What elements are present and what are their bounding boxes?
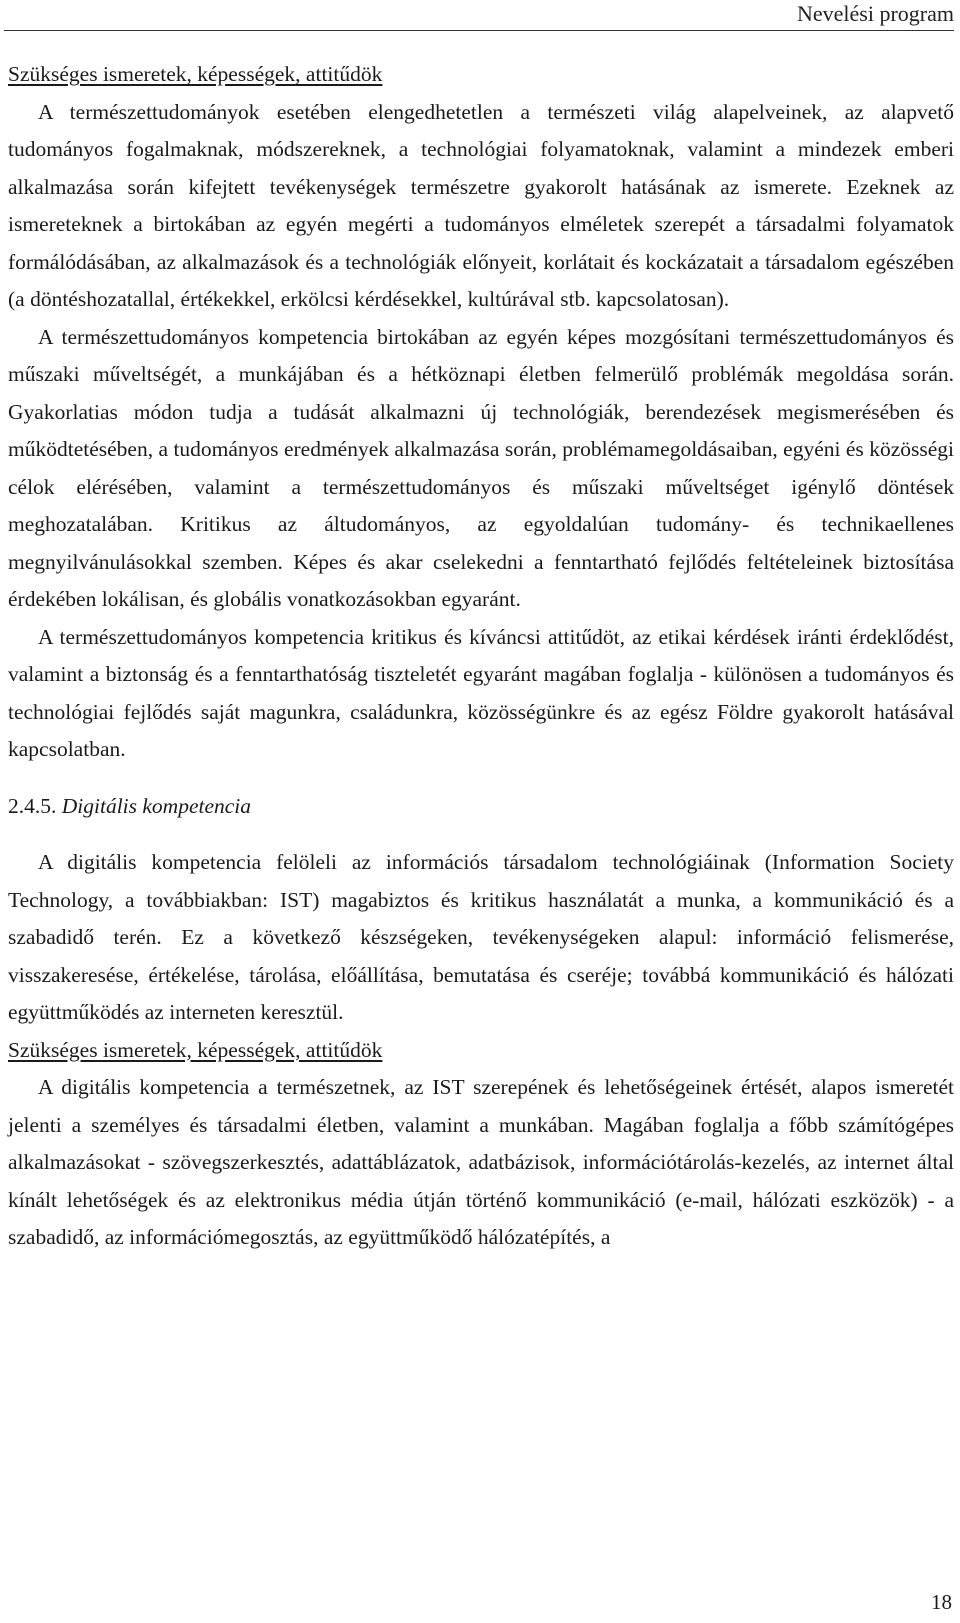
paragraph-science-attitude: A természettudományos kompetencia kritikus és kíváncsi attitűdöt, az etikai kérdések iránti érdeklődést, valamint a biztonság és a fenntarthatóság tiszteletét egyaránt magában foglalja - különösen a tudományos és technológiai fejlődés saját magunkra, családunkra, közösségünkre és az egész Földre gyakorolt hatásával kapcsolatban.	[8, 624, 954, 761]
subheading-skills-attitudes-digital: Szükséges ismeretek, képességek, attitűdök	[8, 1037, 383, 1062]
paragraph-digital-knowledge: A digitális kompetencia a természetnek, az IST szerepének és lehetőségeinek értését, alapos ismeretét jelenti a személyes és társadalmi életben, valamint a munkában. Magában foglalja a főbb számítógépes alkalmazásokat - szövegszerkesztés, adattáblázatok, adatbázisok, információtárolás-kezelés, az internet által kínált lehetőségek és az elektronikus média útján történő kommunikáció (e-mail, hálózati eszközök) - a szabadidő, az információmegosztás, az együttműködő hálózatépítés, a	[8, 1075, 954, 1249]
running-header: Nevelési program	[797, 1, 954, 26]
body-text	[8, 56, 954, 1257]
page-number: 18	[931, 1590, 952, 1614]
paragraph-science-competence: A természettudományos kompetencia birtokában az egyén képes mozgósítani természettudományos és műszaki műveltségét, a munkájában és a hétköznapi életben felmerülő problémák megoldása során. Gyakorlatias módon tudja a tudását alkalmazni új technológiák, berendezések megismerésében és működtetésében, a tudományos eredmények alkalmazása során, problémamegoldásaiban, egyéni és közösségi célok elérésében, valamint a természettudományos és műszaki műveltséget igénylő döntések meghozatalában. Kritikus az áltudományos, az egyoldalúan tudomány- és technikaellenes megnyilvánulásokkal szemben. Képes és akar cselekedni a fenntartható fejlődés feltételeinek biztosítása érdekében lokálisan, és globális vonatkozásokban egyaránt.	[8, 324, 954, 611]
section-title: Digitális kompetencia	[61, 793, 252, 818]
section-number: 2.4.5.	[8, 793, 57, 818]
header-rule	[4, 30, 954, 31]
paragraph-science-knowledge: A természettudományok esetében elengedhetetlen a természeti világ alapelveinek, az alapvető tudományos fogalmaknak, módszereknek, a technológiai folyamatoknak, valamint a mindezek emberi alkalmazása során kifejtett tevékenységek természetre gyakorolt hatásának az ismerete. Ezeknek az ismereteknek a birtokában az egyén megérti a tudományos elméletek szerepét a társadalmi folyamatok formálódásában, az alkalmazások és a technológiák előnyeit, korlátait és kockázatait a társadalom egészében (a döntéshozatallal, értékekkel, erkölcsi kérdésekkel, kultúrával stb. kapcsolatosan).	[8, 99, 954, 311]
section-heading	[8, 788, 954, 826]
paragraph-digital-competence: A digitális kompetencia felöleli az információs társadalom technológiáinak (Information Society Technology, a továbbiakban: IST) magabiztos és kritikus használatát a munka, a kommunikáció és a szabadidő terén. Ez a következő készségeken, tevékenységeken alapul: információ felismerése, visszakeresése, értékelése, tárolása, előállítása, bemutatása és cseréje; továbbá kommunikáció és hálózati együttműködés az interneten keresztül.	[8, 850, 954, 1024]
subheading-skills-attitudes: Szükséges ismeretek, képességek, attitűdök	[8, 62, 383, 86]
